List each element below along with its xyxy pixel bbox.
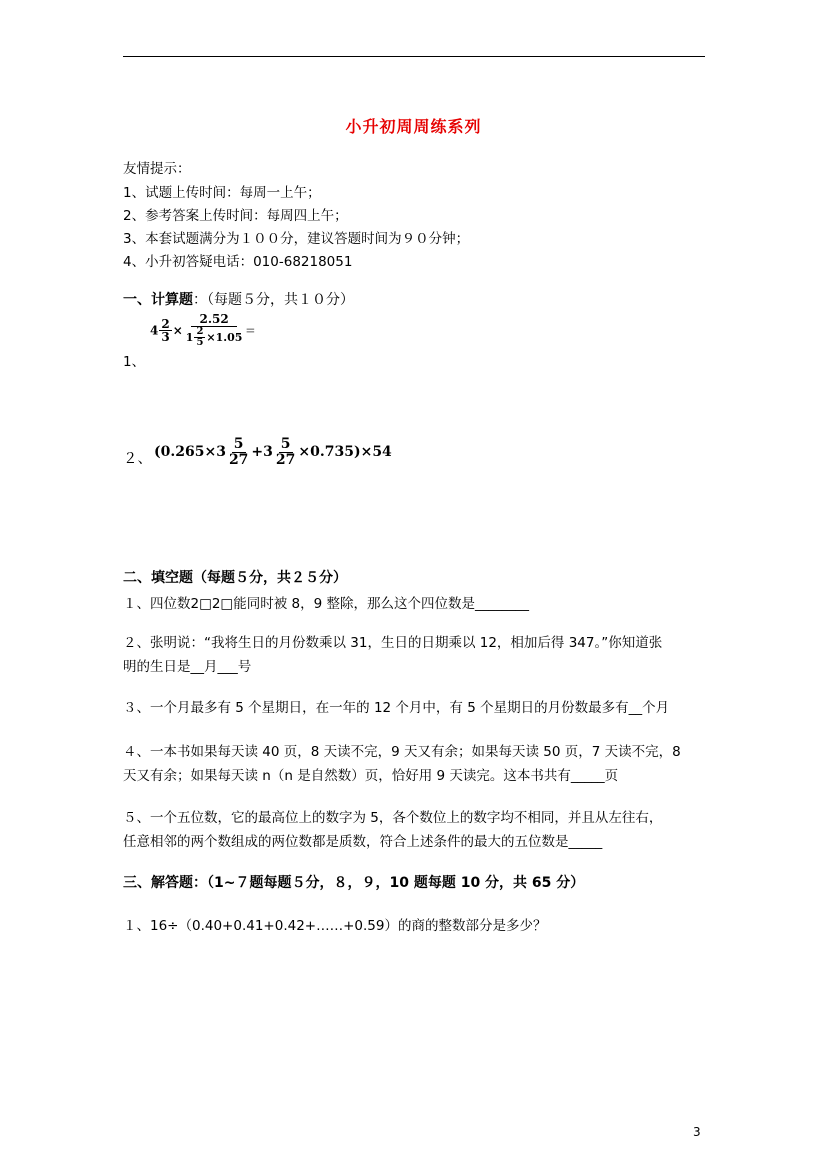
calc-q1-label: 1、 [123, 354, 146, 370]
fill-q5-line1: ５、一个五位数，它的最高位上的数字为 5，各个数位上的数字均不相同，并且从左往右， [123, 810, 663, 826]
section1-title: 一、计算题 [123, 292, 193, 308]
fill-q4-line1: ４、一本书如果每天读 40 页，8 天读不完，9 天又有余；如果每天读 50 页，7 天读不完，8 [123, 744, 681, 760]
calc-q2-expression: (0.265×3 $\frac{5}{27}$ +3 $\frac{5}{27}$ ×0.735)×54 [154, 436, 392, 468]
fill-q1: １、四位数2□2□能同时被 8，9 整除，那么这个四位数是________ [123, 596, 529, 612]
page-number: 3 [693, 1125, 701, 1139]
calc-q1-expression [150, 313, 255, 349]
section2-title: 二、填空题（每题５分，共２５分） [123, 570, 347, 586]
q1-fraction1: $\frac{2}{3}$ [161, 316, 170, 345]
section3-title: 三、解答题：（1~７题每题５分，８，９，10 题每题 10 分，共 65 分） [123, 875, 585, 891]
section1-heading [123, 289, 354, 309]
answer-q1: １、16÷（0.40+0.41+0.42+……+0.59）的商的整数部分是多少？ [123, 918, 547, 934]
section1-note: ：（每题５分，共１０分） [193, 292, 354, 308]
page-title: 小升初周周练系列 [345, 117, 482, 136]
fill-q4-line2: 天又有余；如果每天读 n（n 是自然数）页，恰好用 9 天读完。这本书共有_____页 [123, 768, 619, 784]
fill-q3: ３、一个月最多有 5 个星期日，在一年的 12 个月中，有 5 个星期日的月份数最多有__个月 [123, 700, 670, 716]
tip-item-3: 3、本套试题满分为１００分，建议答题时间为９０分钟； [123, 231, 470, 247]
tip-item-1: 1、试题上传时间：每周一上午； [123, 185, 321, 201]
tips-heading: 友情提示： [123, 161, 191, 177]
q2-fraction1: $\frac{5}{27}$ [228, 436, 249, 468]
tip-item-4: 4、小升初答疑电话：010-68218051 [123, 254, 353, 270]
q1-equals: = [245, 323, 256, 338]
fill-q2-line1: ２、张明说：“我将生日的月份数乘以 31，生日的日期乘以 12，相加后得 347。”你知道张 [123, 635, 663, 651]
q2-fraction2: $\frac{5}{27}$ [275, 436, 296, 468]
q1-big-fraction: 2.52 1 $\frac{2}{5}$ ×1.05 [185, 312, 243, 349]
calc-q2-label: ２、 [123, 451, 152, 467]
fill-q5-line2: 任意相邻的两个数组成的两位数都是质数，符合上述条件的最大的五位数是_____ [123, 834, 603, 850]
tip-item-2: 2、参考答案上传时间：每周四上午； [123, 208, 348, 224]
q1-times: × [172, 323, 183, 338]
fill-q2-line2: 明的生日是__月___号 [123, 659, 252, 675]
q1-whole1: 4 [150, 323, 159, 338]
header-rule [123, 56, 705, 57]
